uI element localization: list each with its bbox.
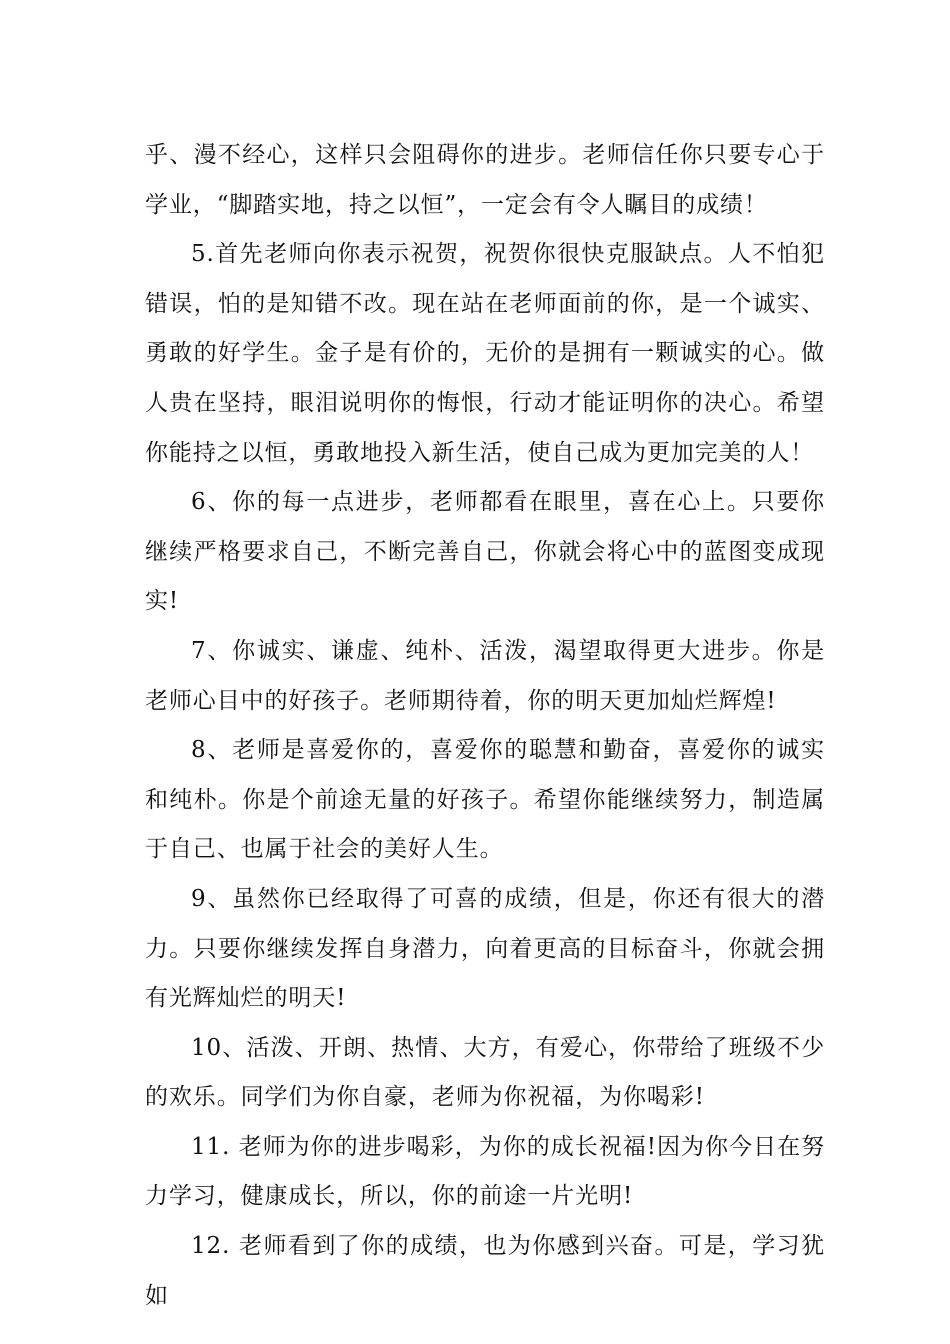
paragraph-continued: 乎、漫不经心，这样只会阻碍你的进步。老师信任你只要专心于学业，“脚踏实地，持之以恒”，一定会有令人瞩目的成绩！ [145, 142, 825, 218]
paragraph-5: 5.首先老师向你表示祝贺，祝贺你很快克服缺点。人不怕犯错误，怕的是知错不改。现在站在老师面前的你，是一个诚实、勇敢的好学生。金子是有价的，无价的是拥有一颗诚实的心。做人贵在坚持，眼泪说明你的悔恨，行动才能证明你的决心。希望你能持之以恒，勇敢地投入新生活，使自己成为更加完美的人！ [145, 241, 825, 466]
paragraph-10: 10、活泼、开朗、热情、大方，有爱心，你带给了班级不少的欢乐。同学们为你自豪，老师为你祝福，为你喝彩! [145, 1034, 825, 1111]
paragraph-8: 8、老师是喜爱你的，喜爱你的聪慧和勤奋，喜爱你的诚实和纯朴。你是个前途无量的好孩子。希望你能继续努力，制造属于自己、也属于社会的美好人生。 [145, 737, 825, 863]
paragraph-12: 12. 老师看到了你的成绩，也为你感到兴奋。可是，学习犹如 [145, 1233, 825, 1309]
body-text [145, 131, 825, 1321]
paragraph-7: 7、你诚实、谦虚、纯朴、活泼，渴望取得更大进步。你是老师心目中的好孩子。老师期待着，你的明天更加灿烂辉煌! [145, 637, 825, 714]
paragraph-6: 6、你的每一点进步，老师都看在眼里，喜在心上。只要你继续严格要求自己，不断完善自己，你就会将心中的蓝图变成现实! [145, 489, 825, 615]
paragraph-11: 11. 老师为你的进步喝彩，为你的成长祝福!因为你今日在努力学习，健康成长，所以，你的前途一片光明! [145, 1133, 825, 1210]
paragraph-9: 9、虽然你已经取得了可喜的成绩，但是，你还有很大的潜力。只要你继续发挥自身潜力，向着更高的目标奋斗，你就会拥有光辉灿烂的明天! [145, 885, 825, 1012]
